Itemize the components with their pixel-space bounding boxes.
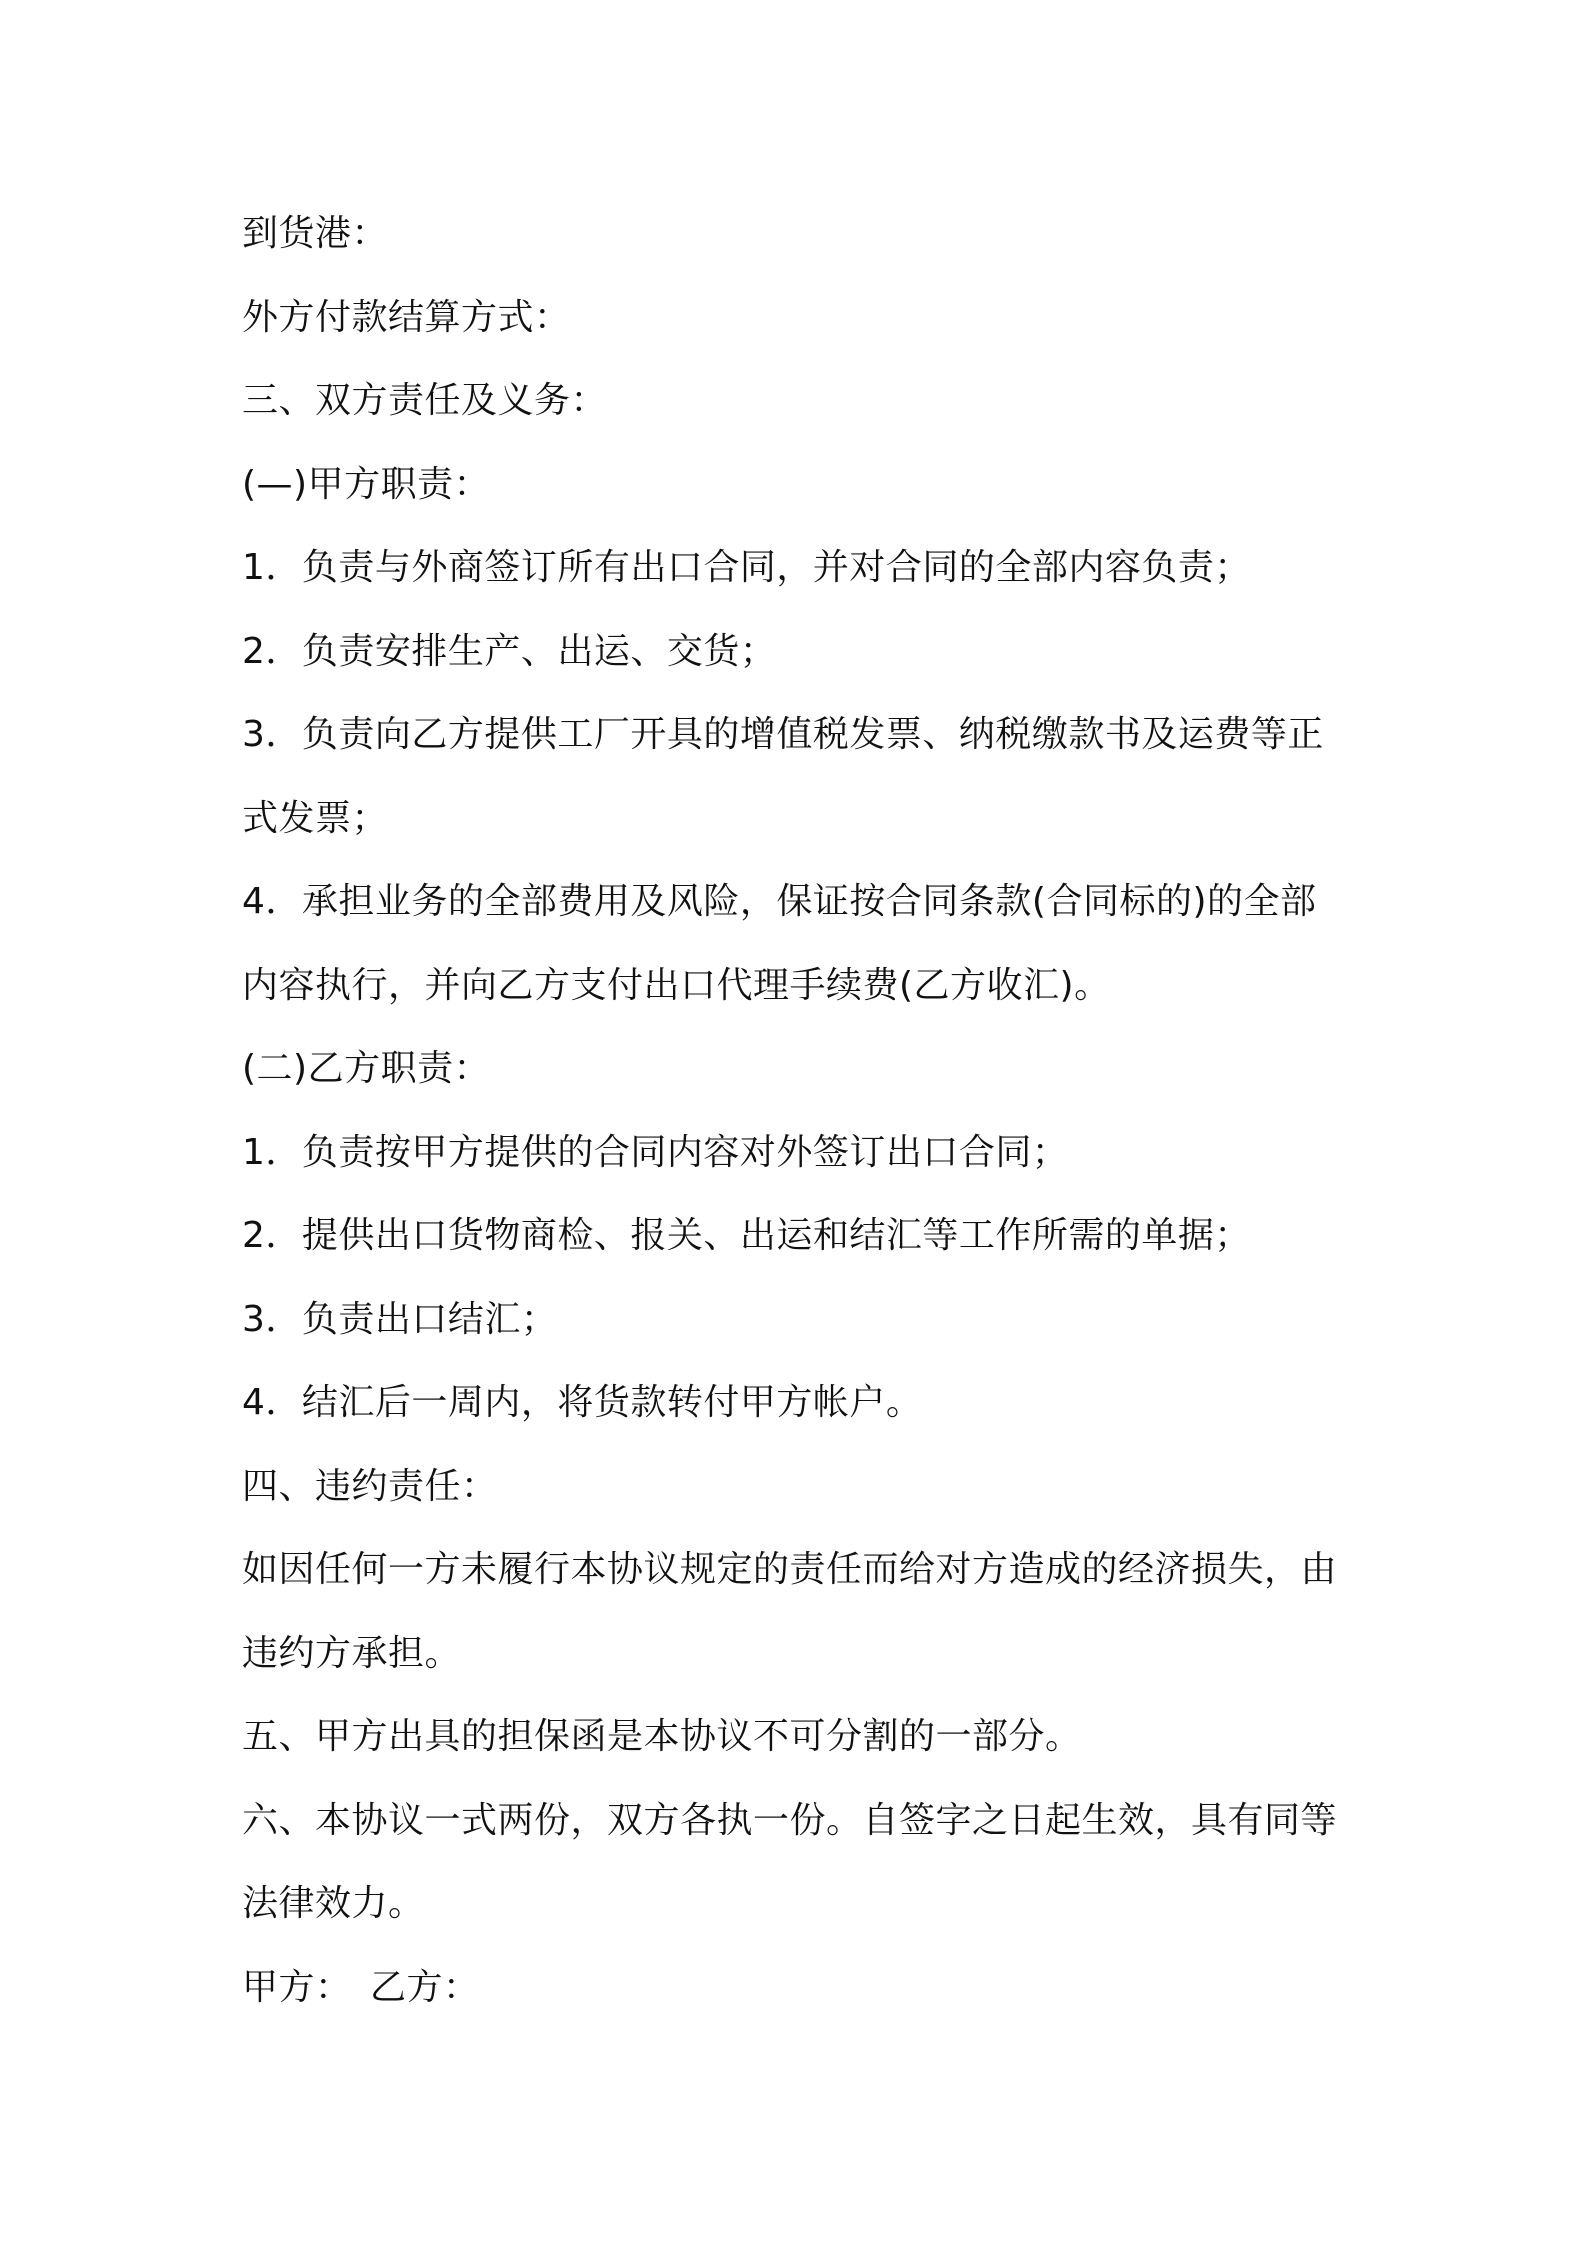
section-heading-breach: 四、违约责任： <box>242 1465 498 1507</box>
signature-line: 甲方： 乙方： <box>242 1966 480 2008</box>
section-copies-effectiveness: 六、本协议一式两份，双方各执一份。自签字之日起生效，具有同等 <box>242 1799 1338 1841</box>
party-a-duty-3: 3．负责向乙方提供工厂开具的增值税发票、纳税缴款书及运费等正 <box>242 714 1324 755</box>
party-a-duty-2: 2．负责安排生产、出运、交货； <box>242 630 777 672</box>
section-copies-effectiveness-continued: 法律效力。 <box>242 1883 425 1924</box>
text-line-payment-method: 外方付款结算方式： <box>242 296 571 338</box>
party-b-duty-3: 3．负责出口结汇； <box>242 1298 558 1340</box>
party-a-duty-4-continued: 内容执行，并向乙方支付出口代理手续费(乙方收汇)。 <box>242 964 1111 1006</box>
section-guarantee-letter: 五、甲方出具的担保函是本协议不可分割的一部分。 <box>242 1716 1082 1757</box>
party-a-duty-1: 1．负责与外商签订所有出口合同，并对合同的全部内容负责； <box>242 547 1251 588</box>
section-heading-responsibilities: 三、双方责任及义务： <box>242 380 608 421</box>
party-b-duty-4: 4．结汇后一周内，将货款转付甲方帐户。 <box>242 1382 923 1423</box>
text-line-destination-port: 到货港： <box>242 213 389 254</box>
document-body <box>242 192 1360 2029</box>
breach-clause-continued: 违约方承担。 <box>242 1632 462 1674</box>
breach-clause: 如因任何一方未履行本协议规定的责任而给对方造成的经济损失，由 <box>242 1549 1338 1590</box>
party-a-duty-4: 4．承担业务的全部费用及风险，保证按合同条款(合同标的)的全部 <box>242 881 1317 922</box>
subsection-heading-party-b: (二)乙方职责： <box>242 1048 491 1089</box>
party-a-duty-3-continued: 式发票； <box>242 797 389 839</box>
subsection-heading-party-a: (—)甲方职责： <box>242 463 491 505</box>
party-b-duty-1: 1．负责按甲方提供的合同内容对外签订出口合同； <box>242 1131 1069 1173</box>
party-b-duty-2: 2．提供出口货物商检、报关、出运和结汇等工作所需的单据； <box>242 1215 1251 1256</box>
